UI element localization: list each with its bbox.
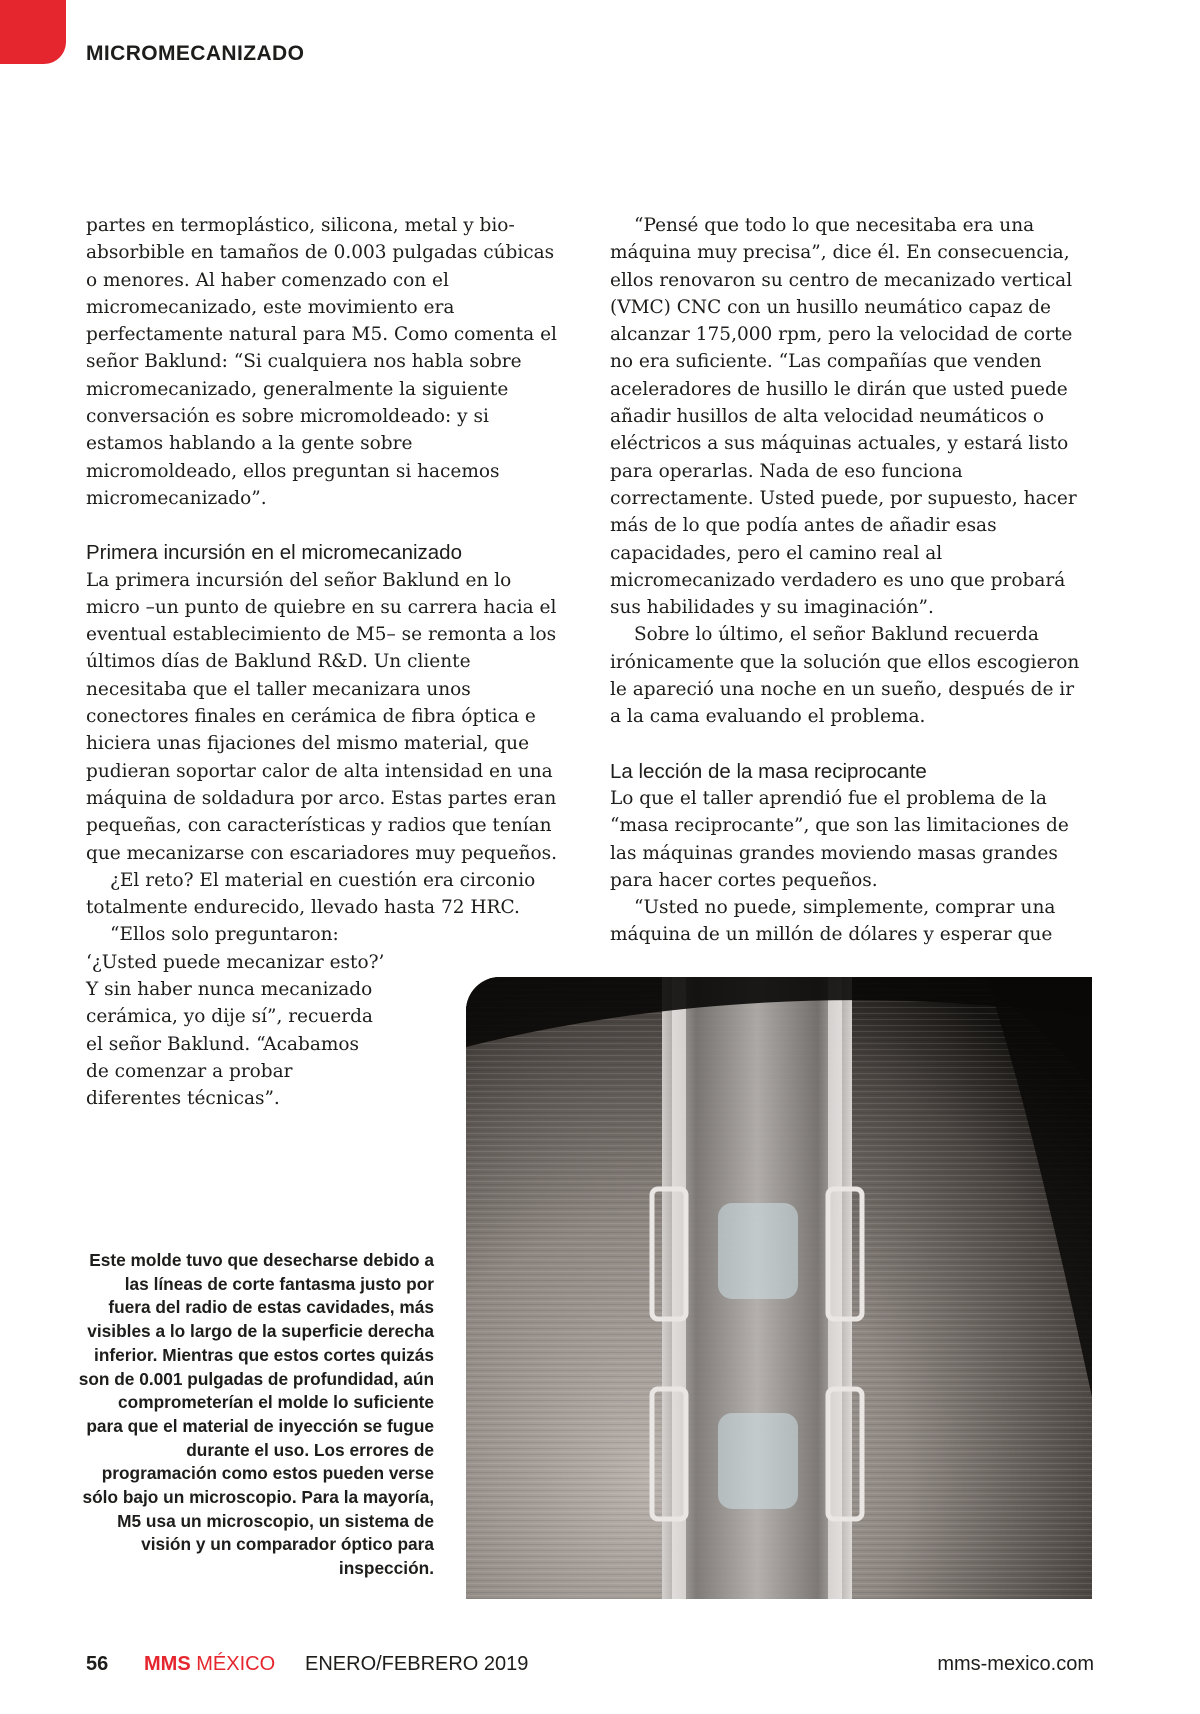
magazine-brand xyxy=(144,1652,275,1676)
website: mms-mexico.com xyxy=(937,1653,1094,1675)
photo-caption: Este molde tuvo que desecharse debido a las líneas de corte fantasma justo por fuera del radio de estas cavidades, más visibles a lo largo de la superficie derecha inferior. Mientras que estos cortes quizás son de 0.001 pulgadas de profundidad, aún comprometerían el molde lo suficiente para que el material de inyección se fugue durante el uso. Los errores de programación como estos pueden verse sólo bajo un microscopio. Para la mayoría, M5 usa un microscopio, un sistema de visión y un comparador óptico para inspección. xyxy=(78,1250,434,1579)
paragraph: “Usted no puede, simplemente, comprar una máquina de un millón de dólares y esperar que xyxy=(610,897,1056,946)
page-number: 56 xyxy=(86,1653,109,1675)
issue-date: ENERO/FEBRERO 2019 xyxy=(305,1653,529,1675)
paragraph: ¿El reto? El material en cuestión era circonio totalmente endurecido, llevado hasta 72 HRC. xyxy=(86,869,536,919)
paragraph: partes en termoplástico, silicona, metal y bio-absorbible en tamaños de 0.003 pulgadas cúbicas o menores. Al haber comenzado con el micromecanizado, este movimiento era perfectamente natural para M5. Como comenta el señor Baklund: “Si cualquiera nos habla sobre micromecanizado, generalmente la siguiente conversación es sobre micromoldeado: y si estamos hablando a la gente sobre micromoldeado, ellos preguntan si hacemos micromecanizado”. xyxy=(86,215,557,509)
paragraph: La primera incursión del señor Baklund en lo micro –un punto de quiebre en su carrera hacia el eventual establecimiento de M5– se remonta a los últimos días de Baklund R&D. Un cliente necesitaba que el taller mecanizara unos conectores finales en cerámica de fibra óptica e hiciera unas fijaciones del mismo material, que pudieran soportar calor de alta intensidad en una máquina de soldadura por arco. Estas partes eran pequeñas, con características y radios que tenían que mecanizarse con escariadores muy pequeños. xyxy=(86,569,558,864)
brand-regular: MÉXICO xyxy=(196,1653,276,1675)
mold-microscope-photo xyxy=(466,977,1092,1599)
paragraph: “Pensé que todo lo que necesitaba era una máquina muy precisa”, dice él. En consecuencia, ellos renovaron su centro de mecanizado vertical (VMC) CNC con un husillo neumático capaz de alcanzar 175,000 rpm, pero la velocidad de corte no era suficiente. “Las compañías que venden aceleradores de husillo le dirán que usted puede añadir husillos de alta velocidad neumáticos o eléctricos a sus máquinas actuales, y estará listo para operarlas. Nada de eso funciona correctamente. Usted puede, por supuesto, hacer más de lo que podía antes de añadir esas capacidades, pero el camino real al micromecanizado verdadero es uno que probará sus habilidades y su imaginación”. xyxy=(610,215,1077,619)
subheading-primera-incursion: Primera incursión en el micromecanizado xyxy=(86,541,462,565)
subheading-masa-reciprocante: La lección de la masa reciprocante xyxy=(610,759,927,783)
article-column-right xyxy=(610,212,1090,949)
paragraph: Lo que el taller aprendió fue el problema de la “masa reciprocante”, que son las limitaciones de las máquinas grandes moviendo masas grandes para hacer cortes pequeños. xyxy=(610,787,1069,891)
section-title: MICROMECANIZADO xyxy=(86,42,305,65)
paragraph: “Ellos solo preguntaron: ‘¿Usted puede mecanizar esto?’ Y sin haber nunca mecanizado cerámica, yo dije sí”, recuerda el señor Baklund. “Acabamos de comenzar a probar diferentes técnicas”. xyxy=(86,924,385,1110)
paragraph-gap xyxy=(86,512,562,539)
section-color-tab xyxy=(0,0,66,64)
paragraph: Sobre lo último, el señor Baklund recuerda irónicamente que la solución que ellos escogieron le apareció una noche en un sueño, después de ir a la cama evaluando el problema. xyxy=(610,624,1080,728)
paragraph-gap xyxy=(610,731,1090,758)
brand-bold: MMS xyxy=(144,1653,191,1675)
